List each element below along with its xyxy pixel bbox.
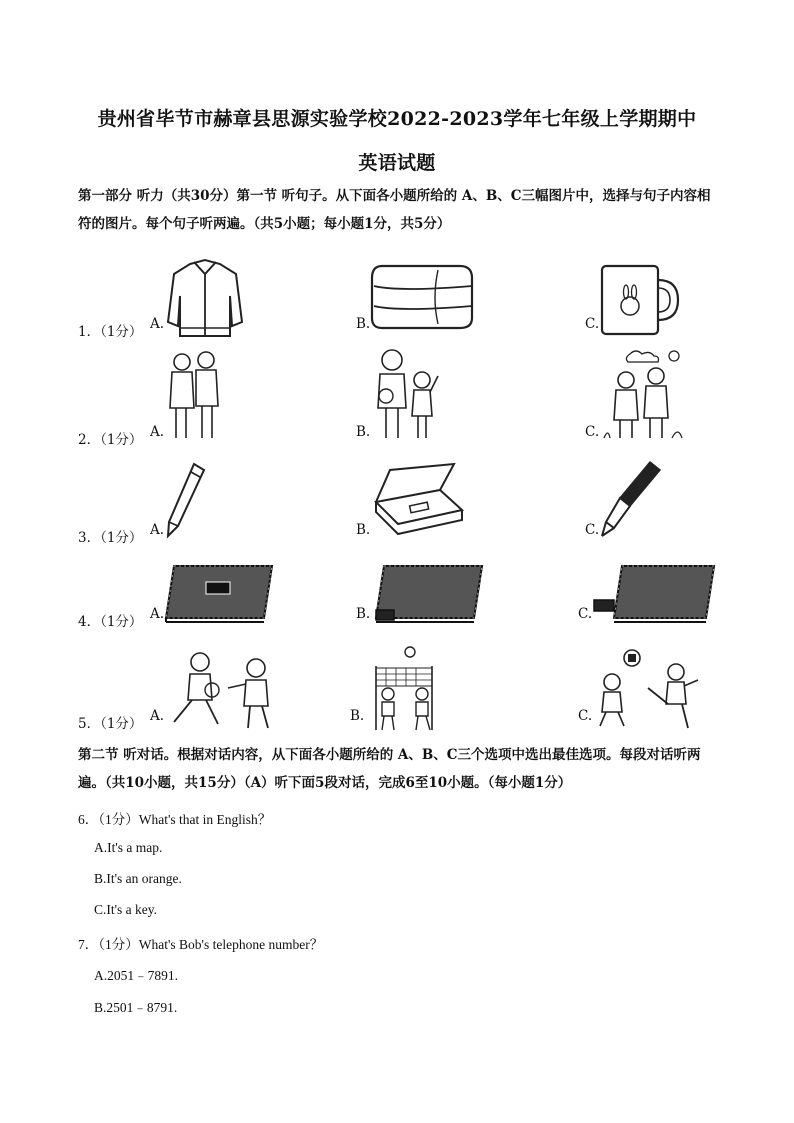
choice-6a: A.It's a map. bbox=[94, 840, 163, 855]
choice-6c: C.It's a key. bbox=[94, 902, 158, 917]
option-b-label: B. bbox=[350, 708, 365, 724]
dialog-question-7: 7．（1分）What's Bob's telephone number？ bbox=[78, 937, 324, 952]
picture-question-1 bbox=[0, 248, 794, 348]
page-title: 贵州省毕节市赫章县思源实验学校2022-2023学年七年级上学期期中 bbox=[97, 108, 697, 130]
question-number: 5．（1分） bbox=[78, 716, 143, 732]
question-number: 4．（1分） bbox=[78, 614, 143, 630]
picture-question-5 bbox=[0, 642, 794, 742]
option-a-label: A. bbox=[150, 606, 165, 622]
option-c-label: C. bbox=[578, 708, 593, 724]
soccer-icon bbox=[592, 648, 702, 732]
section2-instructions: 第二节 听对话。根据对话内容，从下面各小题所给的 A、B、C三个选项中选出最佳选项。每段对话听两遍。（共10小题，共15分）（A）听下面5段对话，完成6至10小题。（每小题1分） bbox=[78, 747, 701, 791]
eraser-under-book-icon bbox=[370, 562, 486, 628]
picture-question-2 bbox=[0, 344, 794, 448]
option-b-label: B. bbox=[356, 606, 371, 622]
page-subtitle: 英语试题 bbox=[358, 152, 436, 174]
picture-question-4 bbox=[0, 548, 794, 648]
choice-6b: B.It's an orange. bbox=[94, 871, 182, 886]
pencil-icon bbox=[164, 460, 208, 540]
eraser-beside-book-icon bbox=[592, 562, 716, 624]
option-b-label: B. bbox=[356, 522, 371, 538]
question-number: 1．（1分） bbox=[78, 324, 143, 340]
option-c-label: C. bbox=[578, 606, 593, 622]
grandparents-icon bbox=[600, 346, 690, 440]
option-a-label: A. bbox=[150, 708, 165, 724]
pencil-box-icon bbox=[370, 462, 466, 538]
option-b-label: B. bbox=[356, 424, 371, 440]
father-daughter-icon bbox=[372, 346, 442, 440]
volleyball-icon bbox=[366, 646, 442, 732]
option-a-label: A. bbox=[150, 522, 165, 538]
question-number: 2．（1分） bbox=[78, 432, 143, 448]
eraser-on-book-icon bbox=[164, 562, 276, 624]
question-number: 3．（1分） bbox=[78, 530, 143, 546]
option-c-label: C. bbox=[585, 424, 600, 440]
choice-7b: B.2501﹣8791. bbox=[94, 1000, 178, 1015]
mug-icon bbox=[598, 262, 682, 338]
dialog-question-6: 6．（1分）What's that in English？ bbox=[78, 812, 272, 827]
fountain-pen-icon bbox=[600, 456, 664, 540]
choice-7a: A.2051﹣7891. bbox=[94, 968, 178, 983]
option-c-label: C. bbox=[585, 522, 600, 538]
option-a-label: A. bbox=[150, 316, 165, 332]
couple-icon bbox=[164, 348, 224, 440]
section1-instructions: 第一部分 听力（共30分）第一节 听句子。从下面各小题所给的 A、B、C三幅图片中，选择与句子内容相符的图片。每个句子听两遍。（共5小题；每小题1分，共5分） bbox=[78, 188, 711, 232]
option-b-label: B. bbox=[356, 316, 371, 332]
picture-question-3 bbox=[0, 450, 794, 550]
basketball-icon bbox=[164, 650, 288, 732]
option-a-label: A. bbox=[150, 424, 165, 440]
option-c-label: C. bbox=[585, 316, 600, 332]
jacket-icon bbox=[164, 256, 246, 340]
quilt-icon bbox=[368, 262, 476, 332]
